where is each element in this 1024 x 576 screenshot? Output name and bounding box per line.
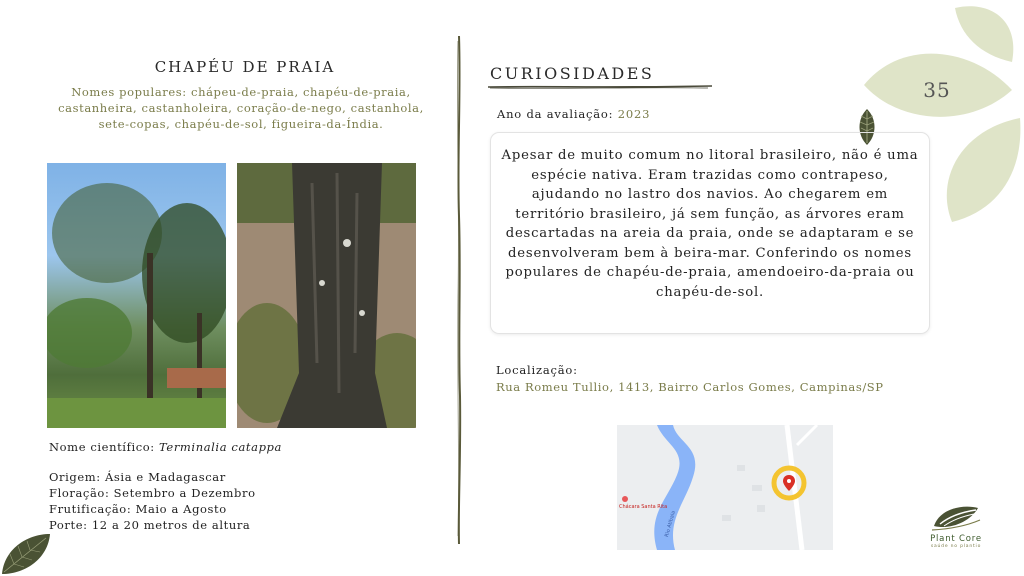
species-title: CHAPÉU DE PRAIA <box>154 58 336 76</box>
flowering: Floração: Setembro a Dezembro <box>49 486 256 500</box>
evaluation-year <box>497 107 650 121</box>
page-number: 35 <box>923 78 951 102</box>
tree-photo <box>47 163 226 428</box>
location-map[interactable] <box>617 425 833 550</box>
brand-name: Plant Core <box>930 534 982 544</box>
title-underline <box>488 84 712 90</box>
location-address: Rua Romeu Tullio, 1413, Bairro Carlos Gomes, Campinas/SP <box>496 380 884 394</box>
bottom-leaf-icon <box>0 530 52 576</box>
trunk-photo <box>237 163 416 428</box>
scientific-name: Terminalia catappa <box>159 440 282 454</box>
popular-names: Nomes populares: chápeu-de-praia, chapéu-de-praia, castanheira, castanholeira, coração-de-nego, castanhola, sete-copas, chapéu-de-sol, figueira-da-Índia. <box>58 85 424 131</box>
map-place-label: Chácara Santa Rita <box>619 504 668 510</box>
map-river-label: Rio Atibaia <box>664 510 677 538</box>
curiosities-title: CURIOSIDADES <box>490 64 655 83</box>
origin: Origem: Ásia e Madagascar <box>49 470 226 484</box>
fruiting: Frutificação: Maio a Agosto <box>49 502 227 516</box>
vertical-divider <box>453 36 465 544</box>
plant-core-logo-icon <box>930 502 982 532</box>
scientific-label: Nome científico: <box>49 440 155 454</box>
brand-logo <box>922 534 990 549</box>
brand-tagline: saúde no plantio <box>930 544 982 549</box>
year-value: 2023 <box>617 107 651 121</box>
curiosity-text: Apesar de muito comum no litoral brasileiro, não é uma espécie nativa. Eram trazidas como contrapeso, ajudando no lastro dos navios. Ao chegarem em território brasileiro, já sem função, as árvores eram descartadas na areia da praia, onde se adaptaram e se desenvolveram bem à beira-mar. Conferindo os nomes populares de chapéu-de-praia, amendoeiro-da-praia ou chapéu-de-sol. <box>501 148 919 300</box>
location-label: Localização: <box>496 363 578 377</box>
size: Porte: 12 a 20 metros de altura <box>49 518 251 532</box>
scientific-name-line <box>49 440 282 454</box>
year-label: Ano da avaliação: <box>497 107 614 121</box>
